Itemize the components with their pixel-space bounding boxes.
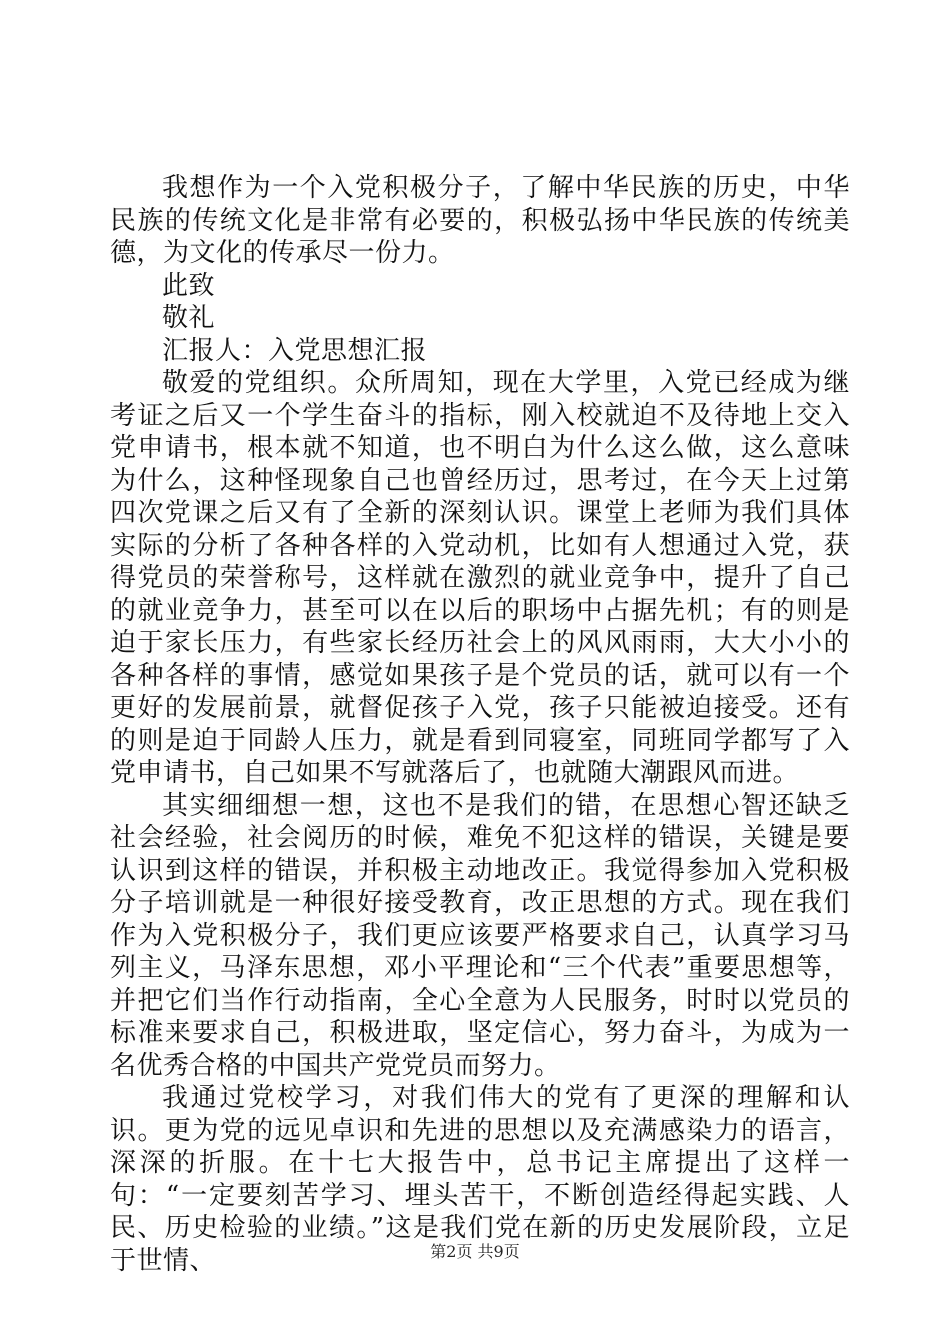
paragraph-reflection: 其实细细想一想，这也不是我们的错，在思想心智还缺乏社会经验，社会阅历的时候，难免不犯这样的错误，关键是要认识到这样的错误，并积极主动地改正。我觉得参加入党积极分子培训就是一种很好接受教育，改正思想的方式。现在我们作为入党积极分子，我们更应该要严格要求自己，认真学习马列主义，马泽东思想，邓小平理论和“三个代表”重要思想等，并把它们当作行动指南，全心全意为人民服务，时时以党员的标准来要求自己，积极进取，坚定信心，努力奋斗，为成为一名优秀合格的中国共产党党员而努力。 [110, 790, 850, 1081]
closing-salutation: 此致 [162, 270, 216, 301]
reporter-line: 汇报人：入党思想汇报 [162, 335, 428, 366]
paragraph-party-motives: 敬爱的党组织。众所周知，现在大学里，入党已经成为继考证之后又一个学生奋斗的指标，刚入校就迫不及待地上交入党申请书，根本就不知道，也不明白为什么这么做，这么意味为什么，这种怪现象自己也曾经历过，思考过，在今天上过第四次党课之后又有了全新的深刻认识。课堂上老师为我们具体实际的分析了各种各样的入党动机，比如有人想通过入党，获得党员的荣誉称号，这样就在激烈的就业竞争中，提升了自己的就业竞争力，甚至可以在以后的职场中占据先机；有的则是迫于家长压力，有些家长经历社会上的风风雨雨，大大小小的各种各样的事情，感觉如果孩子是个党员的话，就可以有一个更好的发展前景，就督促孩子入党，孩子只能被迫接受。还有的则是迫于同龄人压力，就是看到同寝室，同班同学都写了入党申请书，自己如果不写就落后了，也就随大潮跟风而进。 [110, 368, 850, 788]
closing-regards: 敬礼 [162, 303, 216, 333]
paragraph-intro: 我想作为一个入党积极分子，了解中华民族的历史，中华民族的传统文化是非常有必要的，积极弘扬中华民族的传统美德，为文化的传承尽一份力。 [110, 173, 850, 268]
paragraph-party-school: 我通过党校学习，对我们伟大的党有了更深的理解和认识。更为党的远见卓识和先进的思想以及充满感染力的语言，深深的折服。在十七大报告中，总书记主席提出了这样一句：“一定要刻苦学习、埋头苦干，不断创造经得起实践、人民、历史检验的业绩。”这是我们党在新的历史发展阶段，立足于世情、 [110, 1083, 850, 1276]
document-body [110, 172, 850, 1277]
page-number-footer: 第2页 共9页 [430, 1242, 520, 1261]
